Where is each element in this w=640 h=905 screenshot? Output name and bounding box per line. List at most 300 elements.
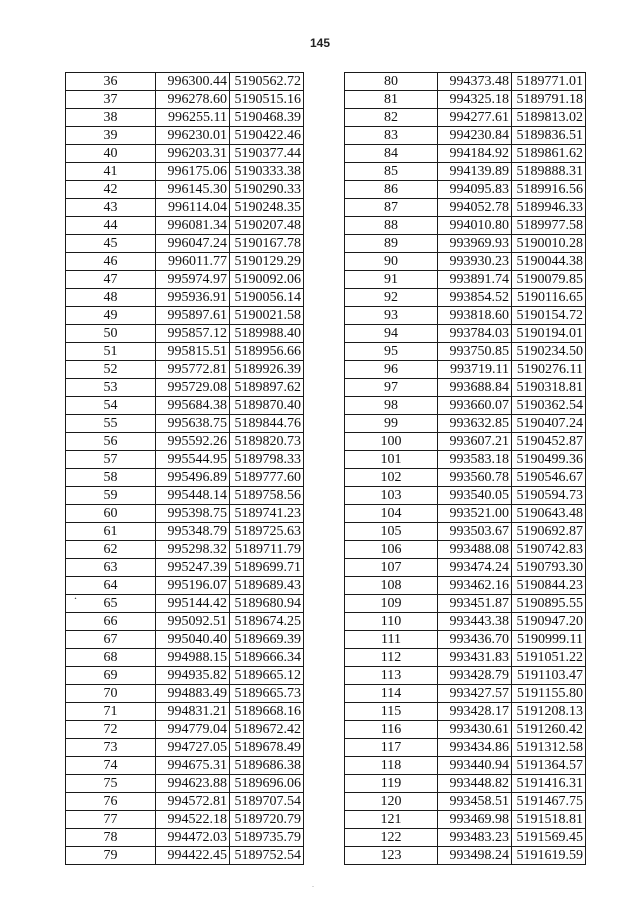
table-row (345, 577, 586, 595)
point-number-cell: 56 (66, 433, 156, 451)
point-number-cell: 54 (66, 397, 156, 415)
table-row (345, 685, 586, 703)
x-coordinate-cell: 993969.93 (438, 235, 512, 253)
x-coordinate-cell: 993688.84 (438, 379, 512, 397)
x-coordinate-cell: 993430.61 (438, 721, 512, 739)
y-coordinate-cell: 5190207.48 (230, 217, 304, 235)
table-row (345, 721, 586, 739)
x-coordinate-cell: 996114.04 (156, 199, 230, 217)
table-row (345, 199, 586, 217)
x-coordinate-cell: 996203.31 (156, 145, 230, 163)
y-coordinate-cell: 5191569.45 (512, 829, 586, 847)
y-coordinate-cell: 5190515.16 (230, 91, 304, 109)
x-coordinate-cell: 993431.83 (438, 649, 512, 667)
x-coordinate-cell: 994052.78 (438, 199, 512, 217)
x-coordinate-cell: 994373.48 (438, 73, 512, 91)
y-coordinate-cell: 5191364.57 (512, 757, 586, 775)
x-coordinate-cell: 995398.75 (156, 505, 230, 523)
x-coordinate-cell: 995592.26 (156, 433, 230, 451)
point-number-cell: 87 (345, 199, 438, 217)
table-row (66, 181, 304, 199)
point-number-cell: 100 (345, 433, 438, 451)
x-coordinate-cell: 995496.89 (156, 469, 230, 487)
point-number-cell: 61 (66, 523, 156, 541)
y-coordinate-cell: 5190562.72 (230, 73, 304, 91)
x-coordinate-cell: 994095.83 (438, 181, 512, 199)
point-number-cell: 83 (345, 127, 438, 145)
y-coordinate-cell: 5190318.81 (512, 379, 586, 397)
x-coordinate-cell: 993854.52 (438, 289, 512, 307)
x-coordinate-cell: 993540.05 (438, 487, 512, 505)
x-coordinate-cell: 993427.57 (438, 685, 512, 703)
y-coordinate-cell: 5189820.73 (230, 433, 304, 451)
y-coordinate-cell: 5191416.31 (512, 775, 586, 793)
x-coordinate-cell: 993784.03 (438, 325, 512, 343)
point-number-cell: 60 (66, 505, 156, 523)
table-row (66, 379, 304, 397)
x-coordinate-cell: 995196.07 (156, 577, 230, 595)
y-coordinate-cell: 5189696.06 (230, 775, 304, 793)
y-coordinate-cell: 5190947.20 (512, 613, 586, 631)
x-coordinate-cell: 993474.24 (438, 559, 512, 577)
x-coordinate-cell: 993428.17 (438, 703, 512, 721)
x-coordinate-cell: 996081.34 (156, 217, 230, 235)
y-coordinate-cell: 5189836.51 (512, 127, 586, 145)
table-row (345, 613, 586, 631)
table-row (345, 505, 586, 523)
point-number-cell: 52 (66, 361, 156, 379)
x-coordinate-cell: 994727.05 (156, 739, 230, 757)
x-coordinate-cell: 994472.03 (156, 829, 230, 847)
y-coordinate-cell: 5189680.94 (230, 595, 304, 613)
x-coordinate-cell: 993462.16 (438, 577, 512, 595)
table-row (66, 433, 304, 451)
y-coordinate-cell: 5189791.18 (512, 91, 586, 109)
point-number-cell: 85 (345, 163, 438, 181)
x-coordinate-cell: 994831.21 (156, 703, 230, 721)
point-number-cell: 48 (66, 289, 156, 307)
y-coordinate-cell: 5189758.56 (230, 487, 304, 505)
table-row (345, 757, 586, 775)
x-coordinate-cell: 994010.80 (438, 217, 512, 235)
point-number-cell: 78 (66, 829, 156, 847)
point-number-cell: 37 (66, 91, 156, 109)
y-coordinate-cell: 5189689.43 (230, 577, 304, 595)
x-coordinate-cell: 993632.85 (438, 415, 512, 433)
table-row (66, 91, 304, 109)
x-coordinate-cell: 993719.11 (438, 361, 512, 379)
y-coordinate-cell: 5189752.54 (230, 847, 304, 865)
y-coordinate-cell: 5191312.58 (512, 739, 586, 757)
table-row (66, 667, 304, 685)
x-coordinate-cell: 995815.51 (156, 343, 230, 361)
x-coordinate-cell: 993891.74 (438, 271, 512, 289)
x-coordinate-cell: 993436.70 (438, 631, 512, 649)
point-number-cell: 88 (345, 217, 438, 235)
x-coordinate-cell: 995544.95 (156, 451, 230, 469)
y-coordinate-cell: 5191467.75 (512, 793, 586, 811)
y-coordinate-cell: 5189686.38 (230, 757, 304, 775)
y-coordinate-cell: 5189844.76 (230, 415, 304, 433)
table-row (66, 145, 304, 163)
table-row (345, 469, 586, 487)
point-number-cell: 57 (66, 451, 156, 469)
y-coordinate-cell: 5189861.62 (512, 145, 586, 163)
table-row (345, 631, 586, 649)
y-coordinate-cell: 5190056.14 (230, 289, 304, 307)
table-row (66, 343, 304, 361)
point-number-cell: 92 (345, 289, 438, 307)
point-number-cell: 74 (66, 757, 156, 775)
table-row (66, 703, 304, 721)
table-row (345, 451, 586, 469)
point-number-cell: 39 (66, 127, 156, 145)
point-number-cell: 63 (66, 559, 156, 577)
table-row (66, 469, 304, 487)
table-row (66, 397, 304, 415)
table-row (66, 127, 304, 145)
table-row (345, 379, 586, 397)
x-coordinate-cell: 995092.51 (156, 613, 230, 631)
table-row (66, 631, 304, 649)
point-number-cell: 116 (345, 721, 438, 739)
x-coordinate-cell: 996300.44 (156, 73, 230, 91)
table-row (345, 667, 586, 685)
point-number-cell: 112 (345, 649, 438, 667)
point-number-cell: 50 (66, 325, 156, 343)
x-coordinate-cell: 995857.12 (156, 325, 230, 343)
table-row (345, 397, 586, 415)
point-number-cell: 119 (345, 775, 438, 793)
table-row (345, 109, 586, 127)
point-number-cell: 76 (66, 793, 156, 811)
x-coordinate-cell: 995298.32 (156, 541, 230, 559)
point-number-cell: 104 (345, 505, 438, 523)
y-coordinate-cell: 5190895.55 (512, 595, 586, 613)
y-coordinate-cell: 5190154.72 (512, 307, 586, 325)
point-number-cell: 59 (66, 487, 156, 505)
y-coordinate-cell: 5190194.01 (512, 325, 586, 343)
y-coordinate-cell: 5191155.80 (512, 685, 586, 703)
y-coordinate-cell: 5191619.59 (512, 847, 586, 865)
point-number-cell: 41 (66, 163, 156, 181)
point-number-cell: 107 (345, 559, 438, 577)
table-row (345, 163, 586, 181)
table-row (345, 811, 586, 829)
y-coordinate-cell: 5189888.31 (512, 163, 586, 181)
point-number-cell: 40 (66, 145, 156, 163)
y-coordinate-cell: 5190092.06 (230, 271, 304, 289)
x-coordinate-cell: 995974.97 (156, 271, 230, 289)
x-coordinate-cell: 994522.18 (156, 811, 230, 829)
coordinates-table-right-body (345, 73, 586, 865)
y-coordinate-cell: 5189725.63 (230, 523, 304, 541)
table-row (66, 595, 304, 613)
table-row (345, 361, 586, 379)
y-coordinate-cell: 5191518.81 (512, 811, 586, 829)
x-coordinate-cell: 993469.98 (438, 811, 512, 829)
coordinates-table-left (65, 72, 304, 865)
y-coordinate-cell: 5189977.58 (512, 217, 586, 235)
x-coordinate-cell: 993930.23 (438, 253, 512, 271)
y-coordinate-cell: 5189668.16 (230, 703, 304, 721)
y-coordinate-cell: 5190499.36 (512, 451, 586, 469)
point-number-cell: 99 (345, 415, 438, 433)
table-row (345, 343, 586, 361)
y-coordinate-cell: 5190594.73 (512, 487, 586, 505)
table-row (66, 73, 304, 91)
x-coordinate-cell: 996175.06 (156, 163, 230, 181)
x-coordinate-cell: 995040.40 (156, 631, 230, 649)
point-number-cell: 58 (66, 469, 156, 487)
page-number: 145 (309, 36, 331, 50)
y-coordinate-cell: 5189672.42 (230, 721, 304, 739)
x-coordinate-cell: 994935.82 (156, 667, 230, 685)
point-number-cell: 89 (345, 235, 438, 253)
table-row (345, 73, 586, 91)
y-coordinate-cell: 5190643.48 (512, 505, 586, 523)
point-number-cell: 103 (345, 487, 438, 505)
table-row (66, 487, 304, 505)
table-row (345, 217, 586, 235)
y-coordinate-cell: 5189813.02 (512, 109, 586, 127)
point-number-cell: 66 (66, 613, 156, 631)
table-row (345, 649, 586, 667)
point-number-cell: 51 (66, 343, 156, 361)
x-coordinate-cell: 993428.79 (438, 667, 512, 685)
x-coordinate-cell: 995348.79 (156, 523, 230, 541)
x-coordinate-cell: 994675.31 (156, 757, 230, 775)
table-row (66, 451, 304, 469)
y-coordinate-cell: 5191051.22 (512, 649, 586, 667)
table-row (66, 235, 304, 253)
y-coordinate-cell: 5189674.25 (230, 613, 304, 631)
table-row (345, 127, 586, 145)
x-coordinate-cell: 995772.81 (156, 361, 230, 379)
point-number-cell: 77 (66, 811, 156, 829)
x-coordinate-cell: 994422.45 (156, 847, 230, 865)
point-number-cell: 105 (345, 523, 438, 541)
point-number-cell: 43 (66, 199, 156, 217)
x-coordinate-cell: 994572.81 (156, 793, 230, 811)
y-coordinate-cell: 5189665.73 (230, 685, 304, 703)
table-row (66, 793, 304, 811)
x-coordinate-cell: 993583.18 (438, 451, 512, 469)
y-coordinate-cell: 5190844.23 (512, 577, 586, 595)
table-row (345, 595, 586, 613)
table-row (66, 577, 304, 595)
point-number-cell: 73 (66, 739, 156, 757)
x-coordinate-cell: 993560.78 (438, 469, 512, 487)
table-row (66, 271, 304, 289)
y-coordinate-cell: 5189916.56 (512, 181, 586, 199)
x-coordinate-cell: 993750.85 (438, 343, 512, 361)
x-coordinate-cell: 993607.21 (438, 433, 512, 451)
table-row (66, 613, 304, 631)
y-coordinate-cell: 5189741.23 (230, 505, 304, 523)
y-coordinate-cell: 5190276.11 (512, 361, 586, 379)
x-coordinate-cell: 993434.86 (438, 739, 512, 757)
x-coordinate-cell: 993451.87 (438, 595, 512, 613)
point-number-cell: 46 (66, 253, 156, 271)
x-coordinate-cell: 993440.94 (438, 757, 512, 775)
table-row (66, 163, 304, 181)
point-number-cell: 42 (66, 181, 156, 199)
table-row (345, 289, 586, 307)
point-number-cell: 96 (345, 361, 438, 379)
point-number-cell: 81 (345, 91, 438, 109)
table-row (66, 307, 304, 325)
y-coordinate-cell: 5191208.13 (512, 703, 586, 721)
table-row (345, 775, 586, 793)
x-coordinate-cell: 994277.61 (438, 109, 512, 127)
point-number-cell: 72 (66, 721, 156, 739)
point-number-cell: 64 (66, 577, 156, 595)
x-coordinate-cell: 996011.77 (156, 253, 230, 271)
point-number-cell: 45 (66, 235, 156, 253)
point-number-cell: 80 (345, 73, 438, 91)
y-coordinate-cell: 5189870.40 (230, 397, 304, 415)
point-number-cell: 49 (66, 307, 156, 325)
table-row (345, 307, 586, 325)
x-coordinate-cell: 995247.39 (156, 559, 230, 577)
x-coordinate-cell: 993503.67 (438, 523, 512, 541)
point-number-cell: 44 (66, 217, 156, 235)
table-row (66, 217, 304, 235)
y-coordinate-cell: 5190452.87 (512, 433, 586, 451)
point-number-cell: 97 (345, 379, 438, 397)
table-row (345, 703, 586, 721)
table-row (345, 847, 586, 865)
point-number-cell: 82 (345, 109, 438, 127)
point-number-cell: 98 (345, 397, 438, 415)
point-number-cell: 62 (66, 541, 156, 559)
point-number-cell: 117 (345, 739, 438, 757)
table-row (345, 325, 586, 343)
y-coordinate-cell: 5189771.01 (512, 73, 586, 91)
table-row (345, 829, 586, 847)
table-row (345, 145, 586, 163)
y-coordinate-cell: 5189798.33 (230, 451, 304, 469)
point-number-cell: 94 (345, 325, 438, 343)
point-number-cell: 71 (66, 703, 156, 721)
point-number-cell: 53 (66, 379, 156, 397)
footer-mark: . (312, 880, 314, 889)
x-coordinate-cell: 995729.08 (156, 379, 230, 397)
point-number-cell: 65 (66, 595, 156, 613)
table-row (66, 649, 304, 667)
table-row (66, 541, 304, 559)
x-coordinate-cell: 995448.14 (156, 487, 230, 505)
table-row (66, 109, 304, 127)
point-number-cell: 93 (345, 307, 438, 325)
table-row (66, 253, 304, 271)
y-coordinate-cell: 5189669.39 (230, 631, 304, 649)
table-row (345, 523, 586, 541)
x-coordinate-cell: 994325.18 (438, 91, 512, 109)
y-coordinate-cell: 5190692.87 (512, 523, 586, 541)
y-coordinate-cell: 5189777.60 (230, 469, 304, 487)
table-row (66, 757, 304, 775)
y-coordinate-cell: 5189720.79 (230, 811, 304, 829)
x-coordinate-cell: 993660.07 (438, 397, 512, 415)
y-coordinate-cell: 5190044.38 (512, 253, 586, 271)
y-coordinate-cell: 5189707.54 (230, 793, 304, 811)
point-number-cell: 101 (345, 451, 438, 469)
point-number-cell: 84 (345, 145, 438, 163)
x-coordinate-cell: 995144.42 (156, 595, 230, 613)
table-row (66, 559, 304, 577)
y-coordinate-cell: 5189699.71 (230, 559, 304, 577)
table-row (345, 235, 586, 253)
x-coordinate-cell: 996047.24 (156, 235, 230, 253)
y-coordinate-cell: 5189711.79 (230, 541, 304, 559)
x-coordinate-cell: 995638.75 (156, 415, 230, 433)
point-number-cell: 113 (345, 667, 438, 685)
x-coordinate-cell: 994883.49 (156, 685, 230, 703)
table-row (345, 541, 586, 559)
point-number-cell: 70 (66, 685, 156, 703)
y-coordinate-cell: 5191260.42 (512, 721, 586, 739)
point-number-cell: 120 (345, 793, 438, 811)
point-number-cell: 123 (345, 847, 438, 865)
x-coordinate-cell: 993443.38 (438, 613, 512, 631)
y-coordinate-cell: 5190079.85 (512, 271, 586, 289)
point-number-cell: 109 (345, 595, 438, 613)
y-coordinate-cell: 5189666.34 (230, 649, 304, 667)
y-coordinate-cell: 5189665.12 (230, 667, 304, 685)
y-coordinate-cell: 5190793.30 (512, 559, 586, 577)
y-coordinate-cell: 5190742.83 (512, 541, 586, 559)
x-coordinate-cell: 996255.11 (156, 109, 230, 127)
y-coordinate-cell: 5190116.65 (512, 289, 586, 307)
x-coordinate-cell: 996278.60 (156, 91, 230, 109)
x-coordinate-cell: 996230.01 (156, 127, 230, 145)
y-coordinate-cell: 5190407.24 (512, 415, 586, 433)
table-row (345, 253, 586, 271)
point-number-cell: 106 (345, 541, 438, 559)
point-number-cell: 38 (66, 109, 156, 127)
point-number-cell: 90 (345, 253, 438, 271)
point-number-cell: 118 (345, 757, 438, 775)
x-coordinate-cell: 994230.84 (438, 127, 512, 145)
x-coordinate-cell: 993448.82 (438, 775, 512, 793)
x-coordinate-cell: 994779.04 (156, 721, 230, 739)
table-row (66, 847, 304, 865)
table-row (66, 325, 304, 343)
point-number-cell: 115 (345, 703, 438, 721)
point-number-cell: 67 (66, 631, 156, 649)
table-row (66, 505, 304, 523)
y-coordinate-cell: 5189988.40 (230, 325, 304, 343)
y-coordinate-cell: 5190010.28 (512, 235, 586, 253)
table-row (66, 685, 304, 703)
table-row (345, 415, 586, 433)
coordinates-table-right (344, 72, 586, 865)
table-row (66, 523, 304, 541)
x-coordinate-cell: 993521.00 (438, 505, 512, 523)
y-coordinate-cell: 5189897.62 (230, 379, 304, 397)
table-row (345, 271, 586, 289)
y-coordinate-cell: 5189946.33 (512, 199, 586, 217)
table-row (66, 415, 304, 433)
point-number-cell: 55 (66, 415, 156, 433)
table-row (345, 559, 586, 577)
point-number-cell: 69 (66, 667, 156, 685)
y-coordinate-cell: 5190546.67 (512, 469, 586, 487)
y-coordinate-cell: 5190333.38 (230, 163, 304, 181)
y-coordinate-cell: 5190422.46 (230, 127, 304, 145)
